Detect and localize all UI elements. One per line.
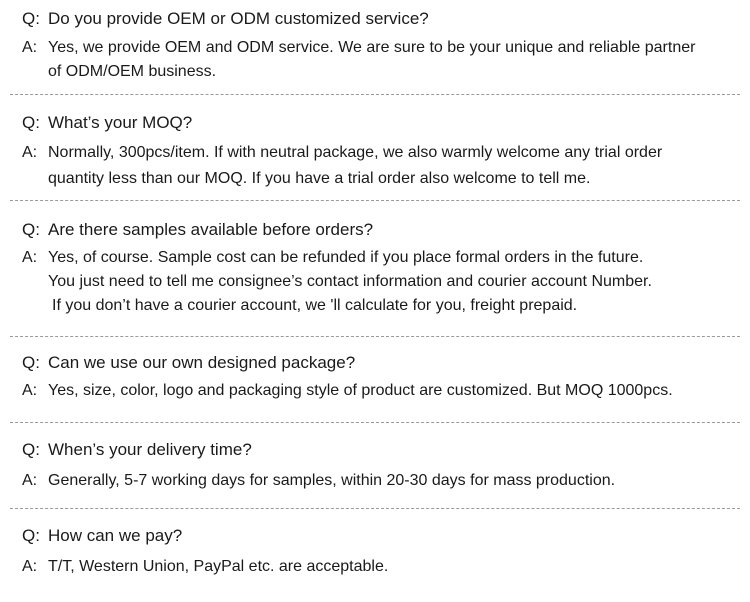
question-prefix: Q: — [22, 113, 40, 132]
faq-question — [22, 113, 192, 133]
faq-question — [22, 9, 429, 29]
divider — [10, 94, 740, 95]
divider — [10, 422, 740, 423]
answer-text: Normally, 300pcs/item. If with neutral package, we also warmly welcome any trial order — [48, 144, 663, 161]
faq-question — [22, 440, 252, 460]
divider — [10, 336, 740, 337]
question-prefix: Q: — [22, 353, 40, 372]
question-text: Can we use our own designed package? — [48, 353, 356, 372]
faq-answer-line — [22, 143, 662, 163]
answer-text: Yes, of course. Sample cost can be refunded if you place formal orders in the future. — [48, 249, 644, 266]
question-prefix: Q: — [22, 220, 40, 239]
question-text: Do you provide OEM or ODM customized service? — [48, 9, 429, 28]
answer-prefix: A: — [22, 39, 38, 56]
faq-answer-line — [22, 471, 615, 491]
faq-answer-line: of ODM/OEM business. — [48, 63, 217, 80]
answer-text: T/T, Western Union, PayPal etc. are acceptable. — [48, 558, 389, 575]
answer-prefix: A: — [22, 249, 38, 266]
faq-answer-line — [22, 248, 643, 268]
question-prefix: Q: — [22, 440, 40, 459]
divider — [10, 200, 740, 201]
faq-answer-line — [22, 38, 695, 58]
faq-answer-line — [22, 381, 673, 401]
divider — [10, 508, 740, 509]
faq-answer-line: You just need to tell me consignee’s contact information and courier account Number. — [48, 273, 652, 290]
question-text: How can we pay? — [48, 526, 183, 545]
faq-question — [22, 526, 182, 546]
faq-question — [22, 353, 355, 373]
answer-text: Yes, size, color, logo and packaging style of product are customized. But MOQ 1000pcs. — [48, 382, 673, 399]
question-prefix: Q: — [22, 526, 40, 545]
faq-answer-line: quantity less than our MOQ. If you have a trial order also welcome to tell me. — [48, 170, 591, 187]
answer-prefix: A: — [22, 382, 38, 399]
answer-text: Generally, 5-7 working days for samples, within 20-30 days for mass production. — [48, 472, 616, 489]
faq-answer-line — [22, 557, 388, 577]
question-text: Are there samples available before orders? — [48, 220, 374, 239]
faq-answer-line: If you don’t have a courier account, we 'll calculate for you, freight prepaid. — [52, 297, 578, 314]
answer-text: Yes, we provide OEM and ODM service. We are sure to be your unique and reliable partner — [48, 39, 696, 56]
question-text: When’s your delivery time? — [48, 440, 252, 459]
answer-prefix: A: — [22, 144, 38, 161]
question-prefix: Q: — [22, 9, 40, 28]
faq-question — [22, 220, 373, 240]
answer-prefix: A: — [22, 558, 38, 575]
answer-prefix: A: — [22, 472, 38, 489]
question-text: What’s your MOQ? — [48, 113, 193, 132]
